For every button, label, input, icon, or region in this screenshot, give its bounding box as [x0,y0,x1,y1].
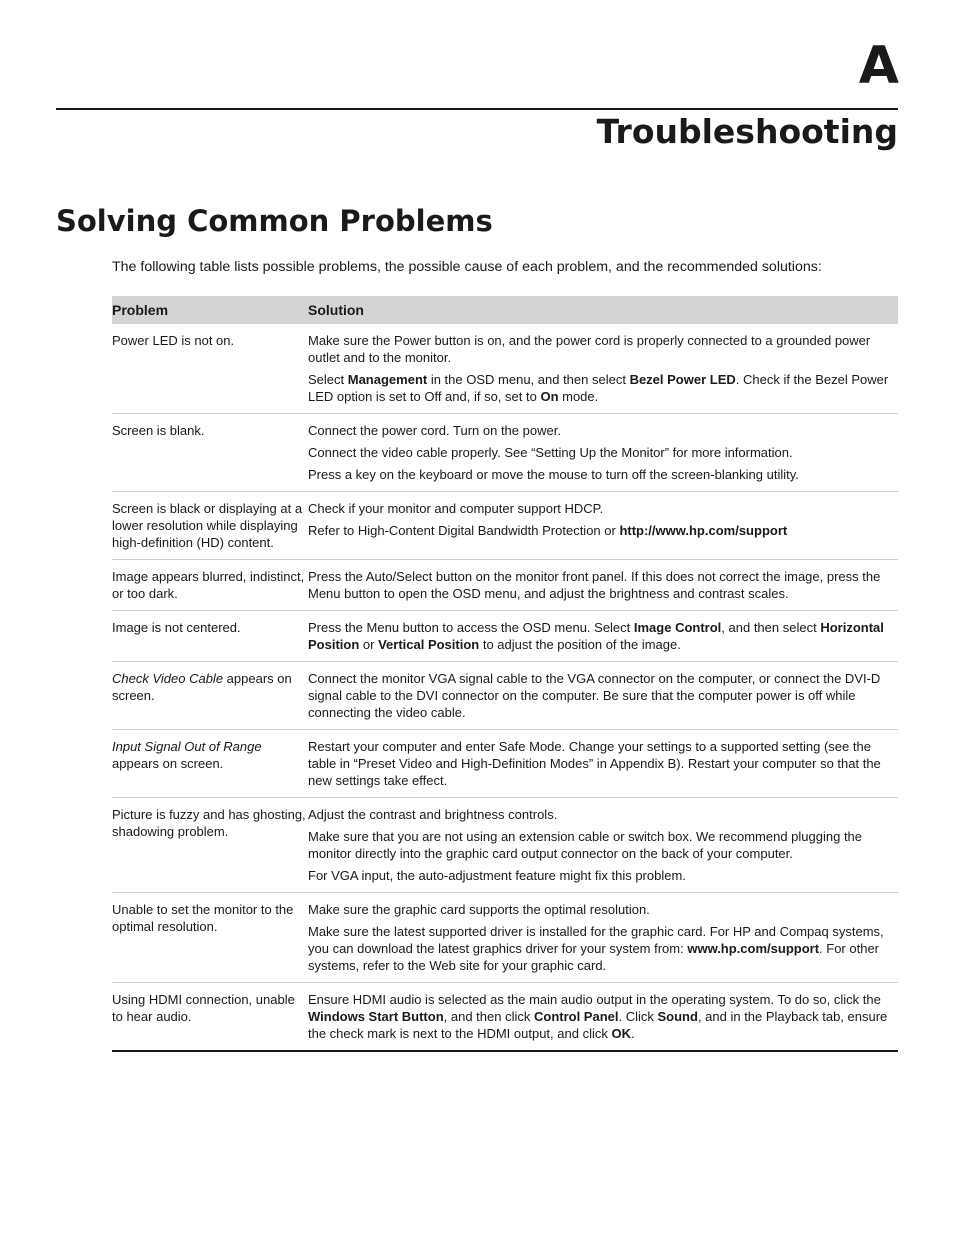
solution-cell [308,893,898,983]
problem-text [112,422,308,439]
solution-paragraph [308,619,898,653]
column-header-problem: Problem [112,296,308,324]
text-run: , and in the Playback tab, ensure the check mark is next to the HDMI output, and click [308,1009,888,1041]
solution-cell [308,983,898,1052]
solution-cell [308,730,898,798]
solution-cell [308,662,898,730]
problem-cell [112,492,308,560]
text-run: Press a key on the keyboard or move the mouse to turn off the screen-blanking utility. [308,467,799,482]
text-run: appears on screen. [112,756,224,771]
problem-cell [112,414,308,492]
text-run: Connect the power cord. Turn on the power. [308,423,561,438]
table-row [112,730,898,798]
text-run: . For other systems, refer to the Web site for your graphic card. [308,941,879,973]
column-header-solution: Solution [308,296,898,324]
emphasis-text: www.hp.com/support [687,941,820,956]
problem-text [112,991,308,1025]
problem-text [112,332,308,349]
text-run: Press the Menu button to access the OSD menu. Select [308,620,634,635]
text-run: appears on screen. [112,671,292,703]
text-run: or [359,637,379,652]
problem-cell [112,798,308,893]
text-run: Press the Auto/Select button on the monitor front panel. If this does not correct the image, press the Menu button to open the OSD menu, and adjust the brightness and contrast scales. [308,569,881,601]
problem-cell [112,662,308,730]
problem-text [112,670,308,704]
chapter-letter: A [858,36,898,96]
text-run: Using HDMI connection, unable to hear audio. [112,992,295,1024]
text-run: . [630,1026,635,1041]
problem-text [112,901,308,935]
table-row [112,324,898,414]
problem-cell [112,611,308,662]
section-intro: The following table lists possible problems, the possible cause of each problem, and the recommended solutions: [112,259,822,275]
solution-paragraph [308,444,898,461]
solution-paragraph [308,466,898,483]
section-title: Solving Common Problems [56,204,493,238]
solution-paragraph [308,568,898,602]
italic-text: Input Signal Out of Range [112,739,262,754]
text-run: Refer to High-Content Digital Bandwidth Protection or [308,523,620,538]
table-row [112,983,898,1052]
solution-cell [308,798,898,893]
solution-cell [308,324,898,414]
table-row [112,611,898,662]
solution-cell [308,414,898,492]
text-run: Picture is fuzzy and has ghosting, shadowing problem. [112,807,306,839]
emphasis-text: Bezel Power LED [629,372,736,387]
problem-cell [112,893,308,983]
solution-cell [308,611,898,662]
text-run: to adjust the position of the image. [479,637,681,652]
solution-cell [308,492,898,560]
solution-paragraph [308,332,898,366]
emphasis-text: http://www.hp.com/support [619,523,788,538]
problem-cell [112,324,308,414]
table-row [112,414,898,492]
solution-paragraph [308,738,898,789]
text-run: Restart your computer and enter Safe Mode. Change your settings to a supported setting (see the table in “Preset Video and High-Definition Modes” in Appendix B). Restart your computer so that the new settings take effect. [308,739,881,788]
emphasis-text: Vertical Position [378,637,480,652]
text-run: For VGA input, the auto-adjustment feature might fix this problem. [308,868,686,883]
text-run: Power LED is not on. [112,333,235,348]
solution-cell [308,560,898,611]
problem-text [112,568,308,602]
text-run: Screen is black or displaying at a lower resolution while displaying high-definition (HD) content. [112,501,303,550]
solution-paragraph [308,422,898,439]
emphasis-text: Control Panel [533,1009,619,1024]
solution-paragraph [308,500,898,517]
chapter-divider [56,108,898,110]
text-run: Adjust the contrast and brightness controls. [308,807,558,822]
emphasis-text: Image Control [633,620,722,635]
text-run: Make sure the latest supported driver is installed for the graphic card. For HP and Compaq systems, you can download the latest graphics driver for your system from: [308,924,884,956]
text-run: mode. [558,389,599,404]
text-run: Make sure that you are not using an extension cable or switch box. We recommend plugging the monitor directly into the graphic card output connector on the back of your computer. [308,829,863,861]
problem-cell [112,983,308,1052]
text-run: , and then select [721,620,821,635]
text-run: Unable to set the monitor to the optimal resolution. [112,902,294,934]
problem-cell [112,560,308,611]
table-row [112,560,898,611]
text-run: , and then click [443,1009,534,1024]
emphasis-text: Sound [657,1009,698,1024]
problem-text [112,738,308,772]
text-run: Image is not centered. [112,620,241,635]
italic-text: Check Video Cable [112,671,224,686]
chapter-title: Troubleshooting [596,112,898,151]
solution-paragraph [308,991,898,1042]
text-run: . Check if the Bezel Power LED option is set to Off and, if so, set to [308,372,889,404]
solution-paragraph [308,828,898,862]
problem-text [112,500,308,551]
table-row [112,893,898,983]
problem-cell [112,730,308,798]
emphasis-text: On [540,389,559,404]
text-run: Connect the monitor VGA signal cable to the VGA connector on the computer, or connect the DVI-D signal cable to the DVI connector on the computer. Be sure that the computer power is off while connecting the video cable. [308,671,881,720]
emphasis-text: Management [347,372,428,387]
table-header-row [112,296,898,324]
emphasis-text: OK [611,1026,631,1041]
table-row [112,798,898,893]
text-run: Make sure the graphic card supports the optimal resolution. [308,902,650,917]
emphasis-text: Horizontal Position [308,620,884,652]
text-run: Make sure the Power button is on, and the power cord is properly connected to a grounded power outlet and to the monitor. [308,333,871,365]
table-row [112,662,898,730]
table-body [112,324,898,1051]
text-run: . Click [618,1009,658,1024]
text-run: Screen is blank. [112,423,205,438]
text-run: in the OSD menu, and then select [427,372,630,387]
table-row [112,492,898,560]
problem-text [112,619,308,636]
solution-paragraph [308,522,898,539]
text-run: Connect the video cable properly. See “Setting Up the Monitor” for more information. [308,445,793,460]
solution-paragraph [308,371,898,405]
solution-paragraph [308,867,898,884]
text-run: Check if your monitor and computer support HDCP. [308,501,604,516]
text-run: Image appears blurred, indistinct, or too dark. [112,569,305,601]
text-run: Ensure HDMI audio is selected as the main audio output in the operating system. To do so, click the [308,992,881,1007]
solution-paragraph [308,923,898,974]
solution-paragraph [308,806,898,823]
troubleshooting-table [112,296,898,1052]
problem-text [112,806,308,840]
text-run: Select [308,372,348,387]
emphasis-text: Windows Start Button [308,1009,444,1024]
solution-paragraph [308,901,898,918]
solution-paragraph [308,670,898,721]
